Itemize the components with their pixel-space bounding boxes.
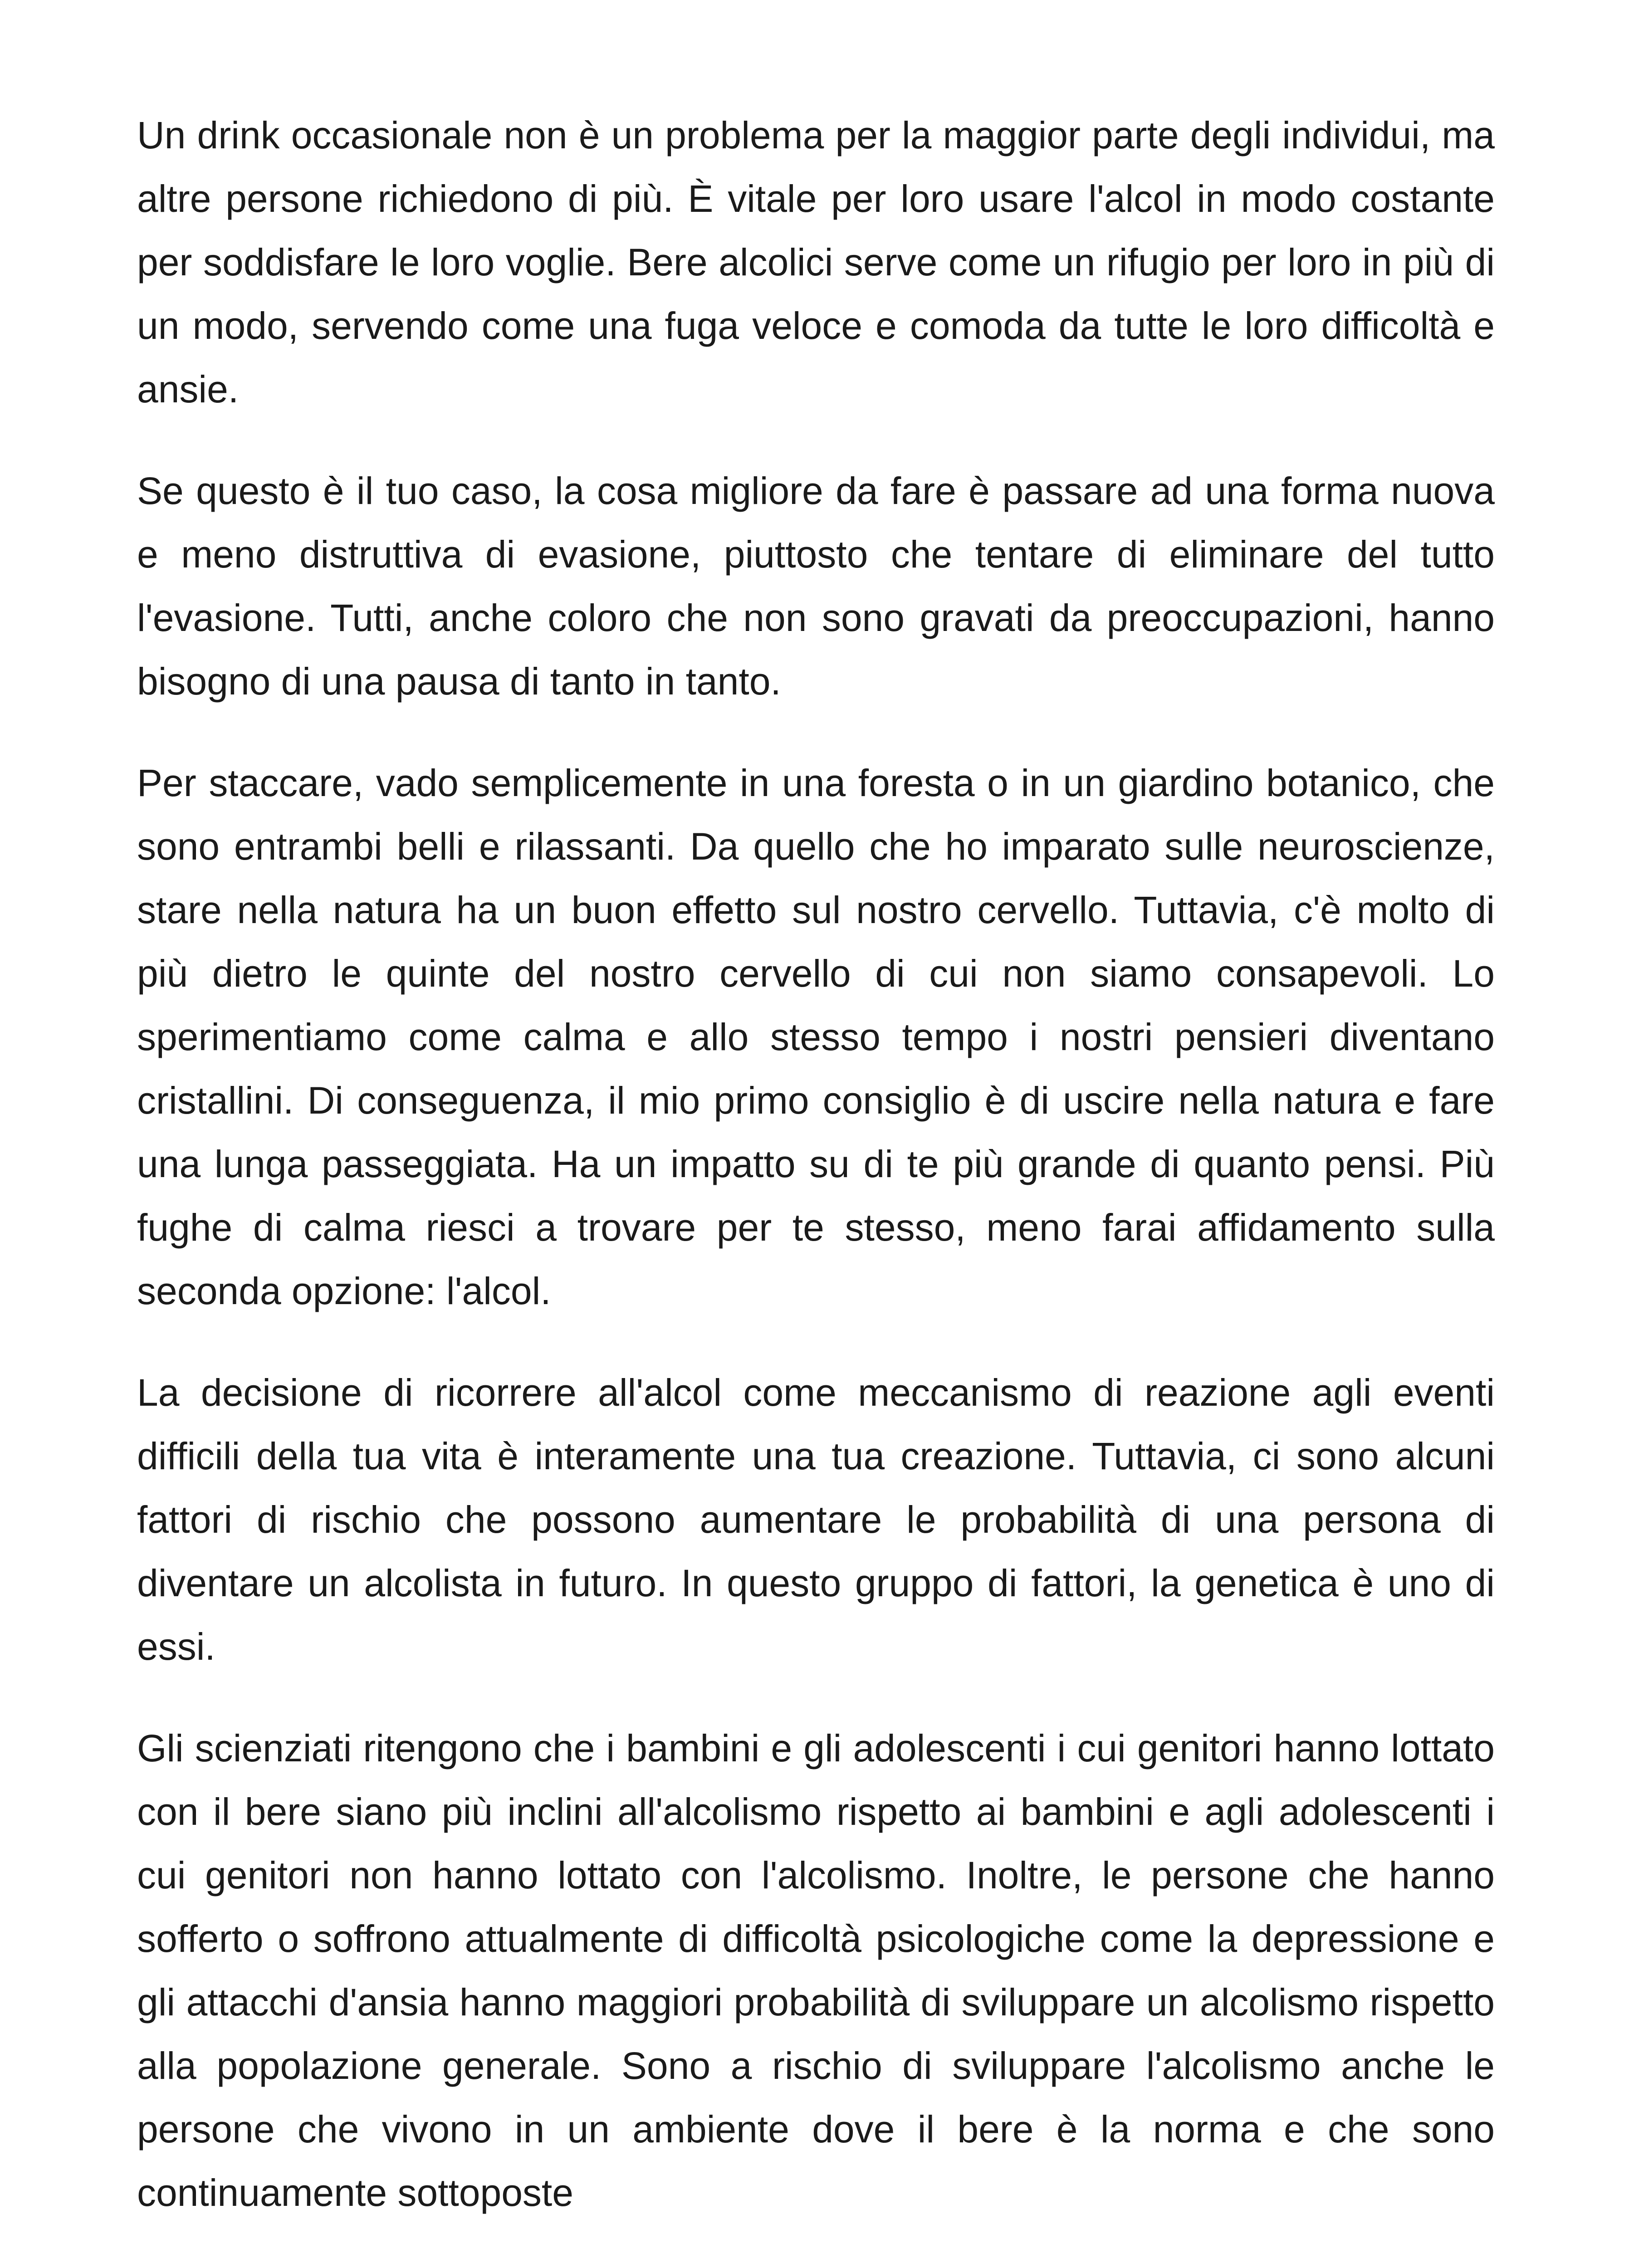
paragraph: Gli scienziati ritengono che i bambini e gli adolescenti i cui genitori hanno lottato con il bere siano più inclini all'alcolismo rispetto ai bambini e agli adolescenti i cui genitori non hanno lottato con l'alcolismo. Inoltre, le persone che hanno sofferto o soffrono attualmente di difficoltà psicologiche come la depressione e gli attacchi d'ansia hanno maggiori probabilità di sviluppare un alcolismo rispetto alla popolazione generale. Sono a rischio di sviluppare l'alcolismo anche le persone che vivono in un ambiente dove il bere è la norma e che sono continuamente sottoposte <box>137 1727 1495 2214</box>
paragraph: Un drink occasionale non è un problema per la maggior parte degli individui, ma altre persone richiedono di più. È vitale per loro usare l'alcol in modo costante per soddisfare le loro voglie. Bere alcolici serve come un rifugio per loro in più di un modo, servendo come una fuga veloce e comoda da tutte le loro difficoltà e ansie. <box>137 114 1495 411</box>
paragraph: Per staccare, vado semplicemente in una foresta o in un giardino botanico, che sono entrambi belli e rilassanti. Da quello che ho imparato sulle neuroscienze, stare nella natura ha un buon effetto sul nostro cervello. Tuttavia, c'è molto di più dietro le quinte del nostro cervello di cui non siamo consapevoli. Lo sperimentiamo come calma e allo stesso tempo i nostri pensieri diventano cristallini. Di conseguenza, il mio primo consiglio è di uscire nella natura e fare una lunga passeggiata. Ha un impatto su di te più grande di quanto pensi. Più fughe di calma riesci a trovare per te stesso, meno farai affidamento sulla seconda opzione: l'alcol. <box>137 762 1495 1312</box>
body-text <box>137 103 1495 2263</box>
paragraph: Se questo è il tuo caso, la cosa migliore da fare è passare ad una forma nuova e meno distruttiva di evasione, piuttosto che tentare di eliminare del tutto l'evasione. Tutti, anche coloro che non sono gravati da preoccupazioni, hanno bisogno di una pausa di tanto in tanto. <box>137 469 1495 703</box>
paragraph: La decisione di ricorrere all'alcol come meccanismo di reazione agli eventi difficili della tua vita è interamente una tua creazione. Tuttavia, ci sono alcuni fattori di rischio che possono aumentare le probabilità di una persona di diventare un alcolista in futuro. In questo gruppo di fattori, la genetica è uno di essi. <box>137 1371 1495 1668</box>
